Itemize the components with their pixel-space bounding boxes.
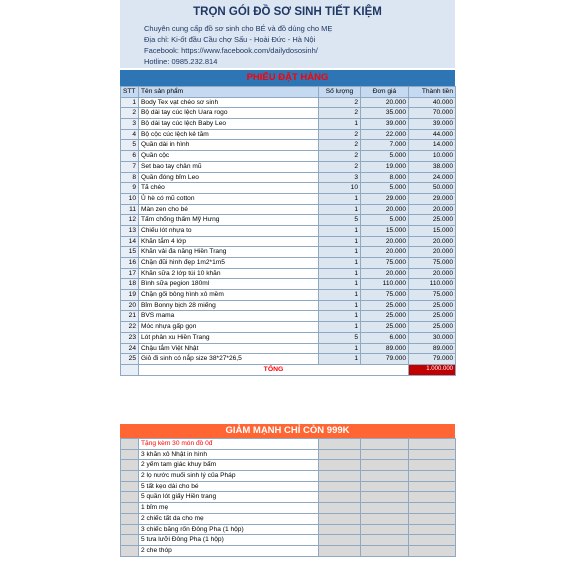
line-total: 14.000 [409,140,456,151]
line-total: 24.000 [409,172,456,183]
product-name: BVS mama [139,311,319,322]
quantity: 2 [319,129,361,140]
shop-address: Địa chỉ: Ki-ốt đầu Cầu chợ Sấu - Hoài Đức - Hà Nội [144,35,316,44]
table-row [121,193,456,204]
promo-empty-cell [319,471,361,482]
promo-empty-cell [409,545,456,556]
promo-empty-cell [409,513,456,524]
promo-empty-cell [319,503,361,514]
unit-price: 89.000 [361,343,409,354]
promo-empty-cell [319,492,361,503]
row-number: 15 [121,247,139,258]
row-number: 13 [121,225,139,236]
unit-price: 5.000 [361,215,409,226]
unit-price: 15.000 [361,225,409,236]
table-row [121,290,456,301]
line-total: 25.000 [409,322,456,333]
promo-item: Tặng kèm 30 món đồ 0đ [139,439,319,450]
unit-price: 20.000 [361,97,409,108]
line-total: 30.000 [409,332,456,343]
unit-price: 20.000 [361,247,409,258]
line-total: 110.000 [409,279,456,290]
unit-price: 20.000 [361,204,409,215]
product-name: Khăn sữa 2 lớp túi 10 khăn [139,268,319,279]
line-total: 25.000 [409,215,456,226]
unit-price: 75.000 [361,258,409,269]
quantity: 1 [319,300,361,311]
line-total: 50.000 [409,183,456,194]
row-number: 5 [121,140,139,151]
row-number: 24 [121,343,139,354]
promo-row [121,471,456,482]
row-number: 3 [121,119,139,130]
promo-empty-cell [361,535,409,546]
total-row [121,364,456,375]
unit-price: 25.000 [361,300,409,311]
line-total: 20.000 [409,268,456,279]
promo-empty-cell [121,460,139,471]
table-row [121,332,456,343]
product-name: Móc nhựa gấp gọn [139,322,319,333]
product-name: Giỏ đi sinh có nắp size 38*27*26,5 [139,354,319,365]
quantity: 1 [319,204,361,215]
line-total: 20.000 [409,247,456,258]
promo-empty-cell [121,481,139,492]
row-number: 14 [121,236,139,247]
quantity: 5 [319,215,361,226]
promo-empty-cell [409,439,456,450]
table-row [121,204,456,215]
product-name: Ủ hè có mũ cotton [139,193,319,204]
quantity: 5 [319,332,361,343]
table-row [121,129,456,140]
promo-empty-cell [121,492,139,503]
promo-empty-cell [319,481,361,492]
line-total: 20.000 [409,204,456,215]
row-number: 25 [121,354,139,365]
row-number: 4 [121,129,139,140]
table-row [121,354,456,365]
row-number: 6 [121,151,139,162]
shop-hotline: Hotline: 0985.232.814 [144,57,218,66]
column-header: Số lượng [319,87,361,98]
quantity: 2 [319,97,361,108]
promo-empty-cell [319,513,361,524]
promo-row [121,535,456,546]
product-name: Bỉm Bonny bịch 28 miếng [139,300,319,311]
promo-item: 2 yếm tam giác khuy bấm [139,460,319,471]
line-total: 75.000 [409,258,456,269]
promo-item: 2 lọ nước muối sinh lý của Pháp [139,471,319,482]
promo-empty-cell [409,481,456,492]
table-row [121,97,456,108]
quantity: 2 [319,161,361,172]
promo-empty-cell [319,460,361,471]
unit-price: 39.000 [361,119,409,130]
quantity: 1 [319,268,361,279]
promo-empty-cell [361,524,409,535]
promo-empty-cell [361,471,409,482]
row-number: 21 [121,311,139,322]
table-row [121,247,456,258]
column-header: Tên sản phẩm [139,87,319,98]
product-name: Khăn vải đa năng Hiền Trang [139,247,319,258]
line-total: 40.000 [409,97,456,108]
line-total: 20.000 [409,236,456,247]
order-form-title: PHIẾU ĐẶT HÀNG [120,70,455,86]
product-name: Tã chéo [139,183,319,194]
promo-empty-cell [319,439,361,450]
total-spacer [121,364,139,375]
unit-price: 35.000 [361,108,409,119]
quantity: 1 [319,247,361,258]
promo-item: 5 quần lót giấy Hiền trang [139,492,319,503]
line-total: 25.000 [409,300,456,311]
product-name: Quần đóng bỉm Leo [139,172,319,183]
table-row [121,172,456,183]
table-row [121,258,456,269]
promo-empty-cell [319,535,361,546]
quantity: 2 [319,151,361,162]
product-name: Lót phân xu Hiền Trang [139,332,319,343]
promo-empty-cell [361,439,409,450]
product-name: Chặn gối bông hình xô mềm [139,290,319,301]
table-row [121,183,456,194]
unit-price: 19.000 [361,161,409,172]
unit-price: 79.000 [361,354,409,365]
shop-tagline: Chuyên cung cấp đồ sơ sinh cho BÉ và đồ dùng cho MẸ [144,24,333,33]
product-name: Màn zen cho bé [139,204,319,215]
table-row [121,161,456,172]
promo-row [121,460,456,471]
promo-row [121,524,456,535]
unit-price: 25.000 [361,311,409,322]
column-header: Đơn giá [361,87,409,98]
promo-table [120,438,456,557]
promo-empty-cell [409,460,456,471]
quantity: 1 [319,311,361,322]
promo-empty-cell [319,524,361,535]
quantity: 3 [319,172,361,183]
product-name: Chiếu lót nhựa to [139,225,319,236]
product-name: Tấm chống thấm Mỹ Hưng [139,215,319,226]
product-name: Quần cộc [139,151,319,162]
promo-empty-cell [361,460,409,471]
table-row [121,311,456,322]
product-name: Bộ dài tay cúc lệch Uara rogo [139,108,319,119]
promo-empty-cell [121,524,139,535]
row-number: 2 [121,108,139,119]
table-row [121,108,456,119]
promo-row [121,545,456,556]
promo-row [121,492,456,503]
unit-price: 6.000 [361,332,409,343]
product-name: Body Tex vạt chéo sơ sinh [139,97,319,108]
table-row [121,279,456,290]
product-name: Chặn đũi hình đẹp 1m2*1m5 [139,258,319,269]
table-row [121,236,456,247]
line-total: 39.000 [409,119,456,130]
quantity: 1 [319,343,361,354]
promo-empty-cell [121,503,139,514]
unit-price: 5.000 [361,183,409,194]
quantity: 2 [319,140,361,151]
table-row [121,140,456,151]
table-row [121,215,456,226]
unit-price: 7.000 [361,140,409,151]
row-number: 8 [121,172,139,183]
table-row [121,268,456,279]
promo-empty-cell [361,492,409,503]
promo-item: 3 khăn xô Nhật in hình [139,449,319,460]
unit-price: 75.000 [361,290,409,301]
promo-empty-cell [409,503,456,514]
promo-empty-cell [121,449,139,460]
row-number: 18 [121,279,139,290]
promo-empty-cell [361,481,409,492]
row-number: 23 [121,332,139,343]
promo-empty-cell [121,535,139,546]
line-total: 70.000 [409,108,456,119]
line-total: 38.000 [409,161,456,172]
unit-price: 110.000 [361,279,409,290]
row-number: 12 [121,215,139,226]
promo-empty-cell [121,545,139,556]
promo-empty-cell [121,513,139,524]
order-table [120,86,456,376]
total-value: 1.000.000 [409,364,456,375]
shop-header [120,0,455,68]
line-total: 79.000 [409,354,456,365]
product-name: Quần dài in hình [139,140,319,151]
table-row [121,119,456,130]
quantity: 10 [319,183,361,194]
promo-title: GIẢM MẠNH CHỈ CÒN 999K [120,424,455,438]
product-name: Khăn tắm 4 lớp [139,236,319,247]
line-total: 89.000 [409,343,456,354]
row-number: 7 [121,161,139,172]
product-name: Bình sữa pegion 180ml [139,279,319,290]
unit-price: 20.000 [361,268,409,279]
promo-row [121,513,456,524]
promo-row [121,439,456,450]
unit-price: 25.000 [361,322,409,333]
promo-item: 3 chiếc băng rốn Đông Pha (1 hộp) [139,524,319,535]
promo-empty-cell [121,471,139,482]
total-label: TỔNG [139,364,409,375]
promo-empty-cell [409,535,456,546]
quantity: 1 [319,225,361,236]
promo-empty-cell [409,492,456,503]
promo-empty-cell [361,545,409,556]
quantity: 1 [319,322,361,333]
promo-empty-cell [361,449,409,460]
row-number: 9 [121,183,139,194]
row-number: 16 [121,258,139,269]
column-header: STT [121,87,139,98]
line-total: 10.000 [409,151,456,162]
product-name: Bộ dài tay cúc lệch Baby Leo [139,119,319,130]
promo-empty-cell [409,471,456,482]
unit-price: 5.000 [361,151,409,162]
row-number: 11 [121,204,139,215]
quantity: 1 [319,290,361,301]
promo-item: 1 bỉm mẹ [139,503,319,514]
promo-empty-cell [361,503,409,514]
line-total: 29.000 [409,193,456,204]
table-row [121,343,456,354]
table-header-row [121,87,456,98]
promo-item: 5 tất kẹo dài cho bé [139,481,319,492]
unit-price: 20.000 [361,236,409,247]
quantity: 2 [319,108,361,119]
quantity: 1 [319,258,361,269]
shop-title: TRỌN GÓI ĐỒ SƠ SINH TIẾT KIỆM [193,6,382,18]
table-row [121,322,456,333]
promo-row [121,503,456,514]
row-number: 1 [121,97,139,108]
line-total: 75.000 [409,290,456,301]
unit-price: 22.000 [361,129,409,140]
line-total: 15.000 [409,225,456,236]
row-number: 20 [121,300,139,311]
order-sheet [120,0,455,573]
product-name: Bộ cộc cúc lệch kẻ tăm [139,129,319,140]
promo-row [121,449,456,460]
table-row [121,300,456,311]
promo-item: 5 tưa lưỡi Đông Pha (1 hộp) [139,535,319,546]
quantity: 1 [319,119,361,130]
table-row [121,225,456,236]
promo-empty-cell [121,439,139,450]
quantity: 1 [319,236,361,247]
promo-empty-cell [409,524,456,535]
promo-row [121,481,456,492]
quantity: 1 [319,193,361,204]
product-name: Set bao tay chân mũ [139,161,319,172]
row-number: 19 [121,290,139,301]
quantity: 1 [319,279,361,290]
promo-item: 2 che thóp [139,545,319,556]
promo-empty-cell [361,513,409,524]
shop-facebook: Facebook: https://www.facebook.com/dailydososinh/ [144,46,318,55]
column-header: Thành tiền [409,87,456,98]
line-total: 44.000 [409,129,456,140]
promo-empty-cell [409,449,456,460]
promo-empty-cell [319,545,361,556]
product-name: Chậu tắm Việt Nhật [139,343,319,354]
line-total: 25.000 [409,311,456,322]
unit-price: 8.000 [361,172,409,183]
promo-item: 2 chiếc tất da cho mẹ [139,513,319,524]
promo-empty-cell [319,449,361,460]
unit-price: 29.000 [361,193,409,204]
quantity: 1 [319,354,361,365]
row-number: 10 [121,193,139,204]
row-number: 22 [121,322,139,333]
row-number: 17 [121,268,139,279]
table-row [121,151,456,162]
